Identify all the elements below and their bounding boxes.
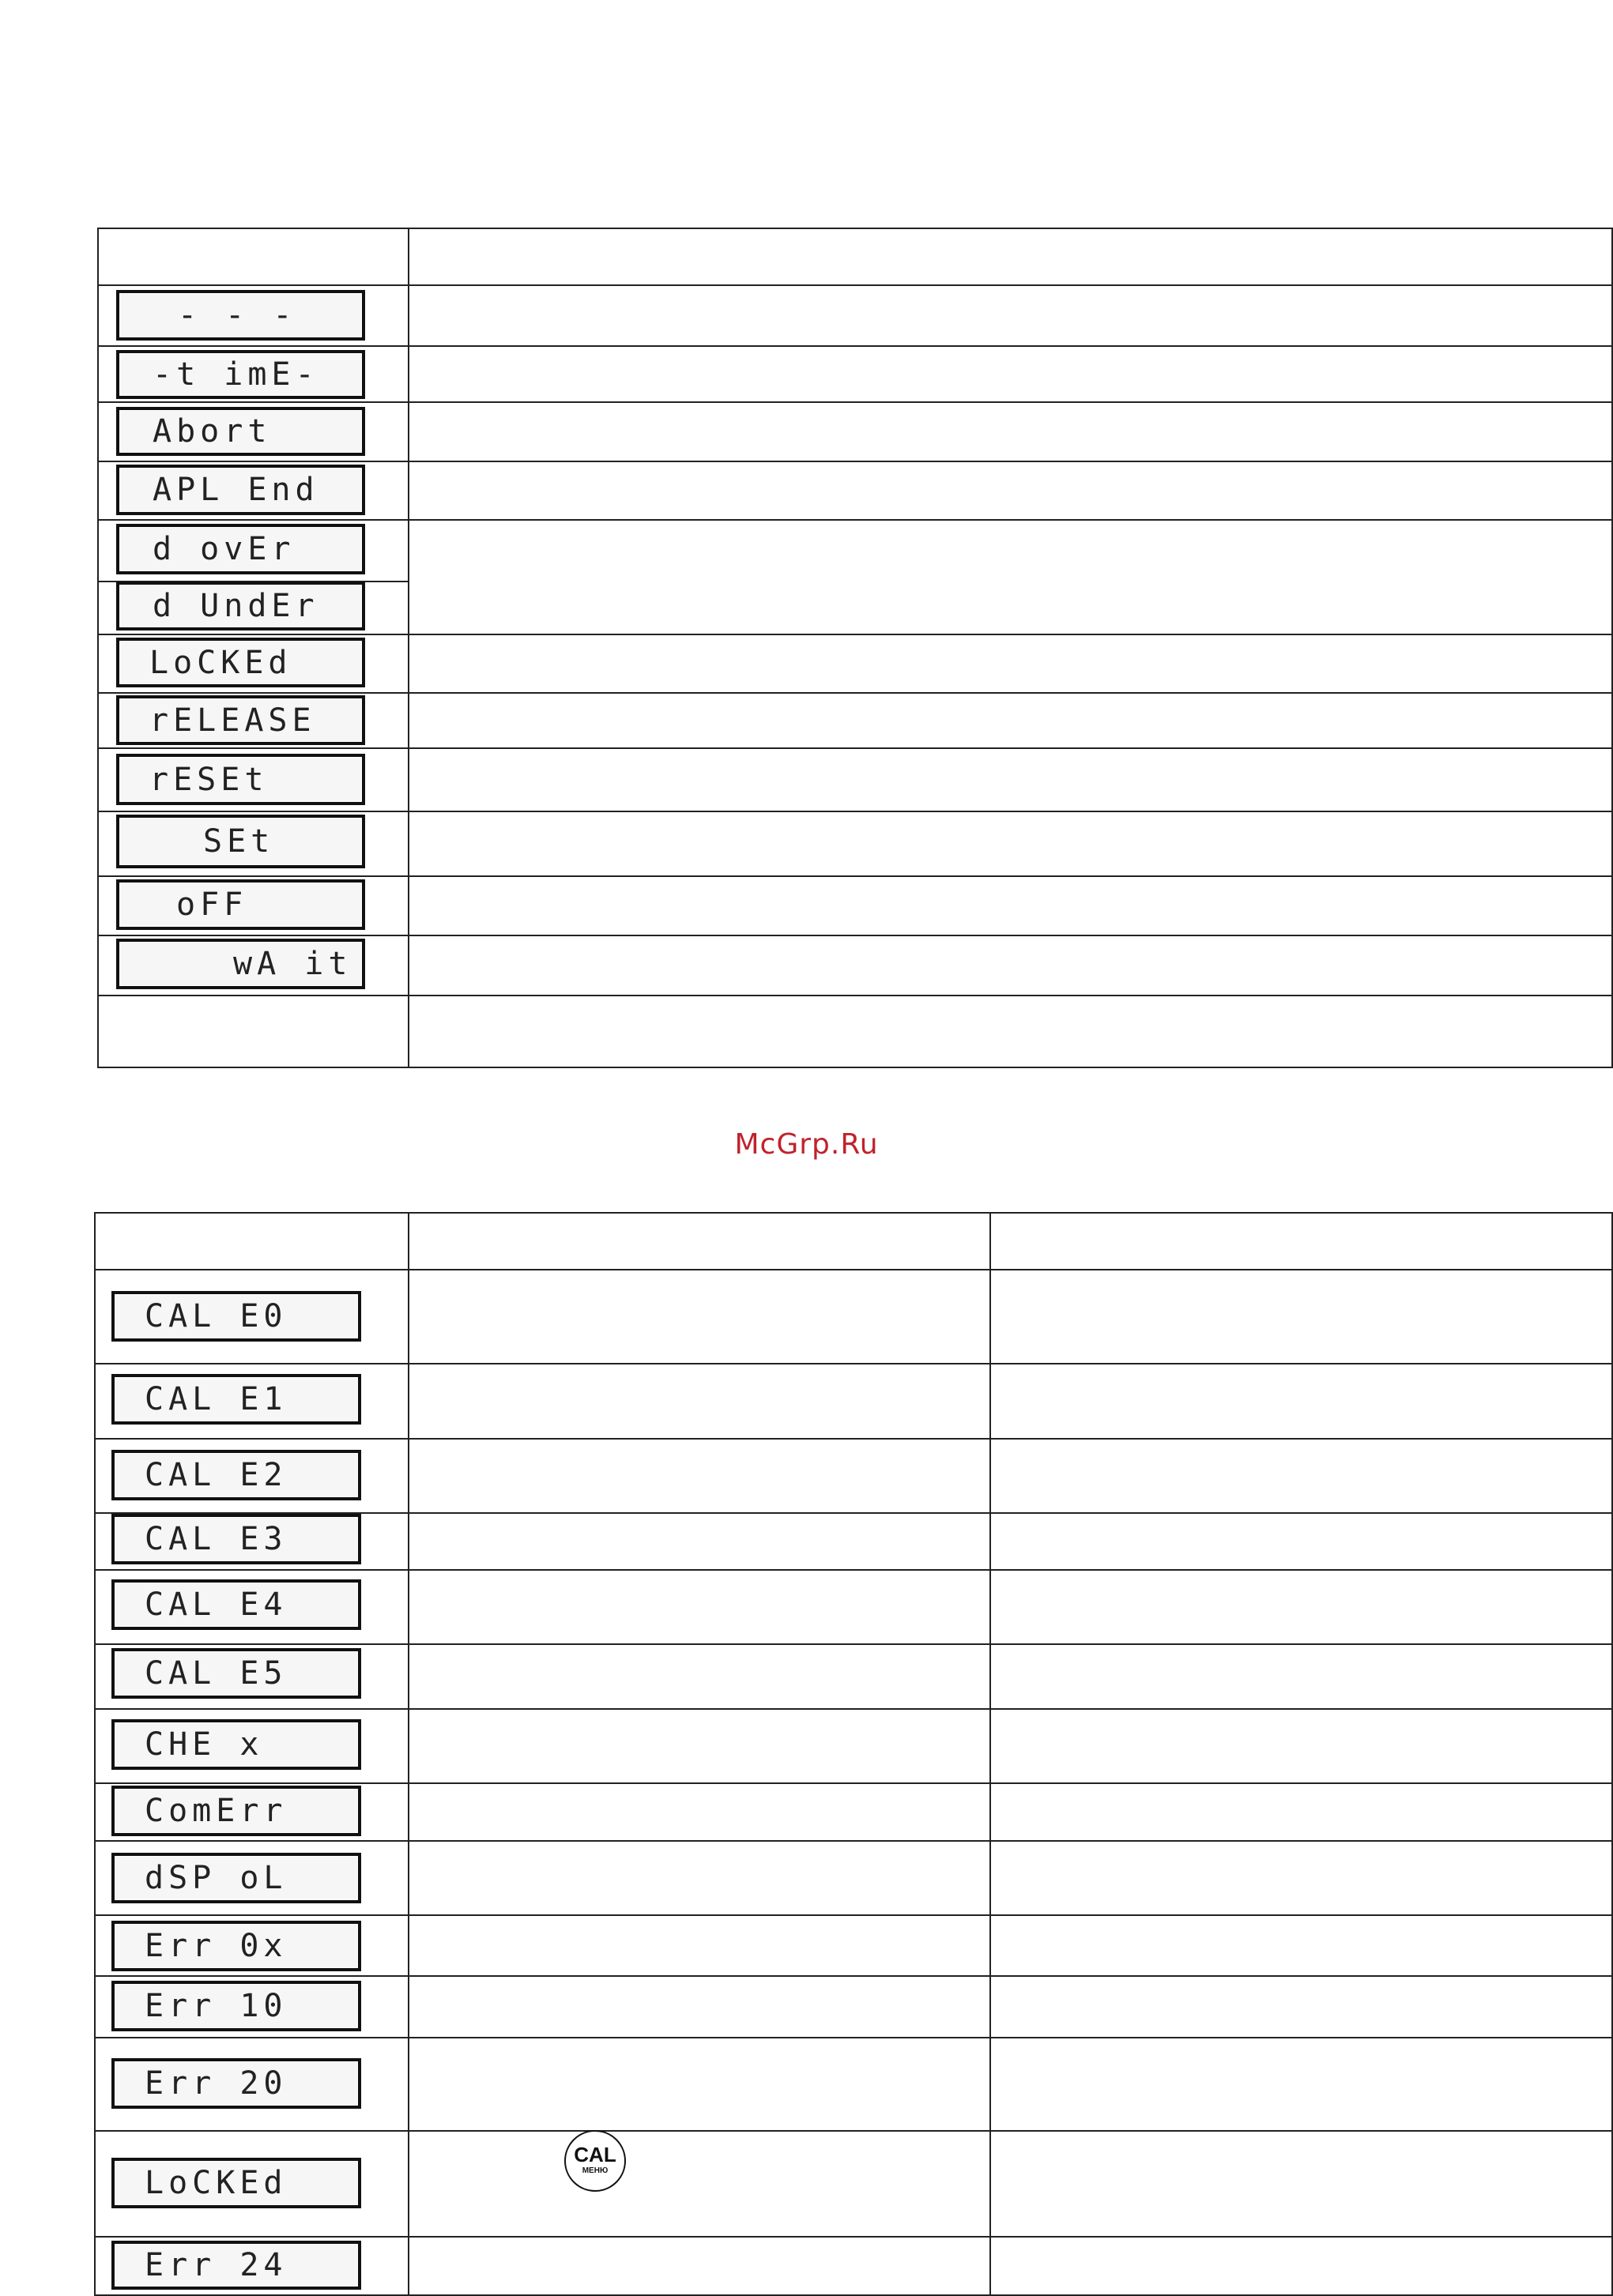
lcd-display-err-0x: Err 0x (111, 1921, 361, 1971)
lcd-display-apl-end: APL End (116, 465, 365, 515)
row-divider (96, 1569, 1611, 1571)
cal-key-label: CAL (574, 2143, 616, 2166)
lcd-display-cal-e1: CAL E1 (111, 1374, 361, 1425)
watermark: McGrp.Ru (734, 1128, 879, 1161)
lcd-display-release: rELEASE (116, 695, 365, 745)
lcd-display-cal-e5: CAL E5 (111, 1648, 361, 1699)
lcd-display-cal-e4: CAL E4 (111, 1579, 361, 1630)
row-divider (99, 935, 1611, 936)
lcd-display-dsp-ol: dSP oL (111, 1853, 361, 1903)
column-divider (408, 229, 409, 1067)
lcd-display-locked-2: LoCKEd (111, 2158, 361, 2208)
row-divider (99, 634, 1611, 635)
row-divider (96, 1840, 1611, 1842)
row-divider (96, 2130, 1611, 2132)
row-divider (99, 345, 1611, 347)
row-divider (96, 1363, 1611, 1364)
row-divider (99, 811, 1611, 812)
lcd-display-comerr: ComErr (111, 1786, 361, 1836)
row-divider (99, 284, 1611, 286)
row-divider (96, 2037, 1611, 2038)
lcd-display-set: SEt (116, 815, 365, 868)
row-divider (96, 1782, 1611, 1784)
lcd-display-che-x: CHE x (111, 1719, 361, 1770)
row-divider (96, 1643, 1611, 1645)
lcd-display-locked: LoCKEd (116, 638, 365, 687)
lcd-display-cal-e2: CAL E2 (111, 1450, 361, 1500)
lcd-display-dashes: - - - (116, 290, 365, 341)
row-divider (99, 692, 1611, 694)
lcd-display-d-under: d UndEr (116, 582, 365, 630)
lcd-display-off: oFF (116, 879, 365, 930)
cal-menu-key-icon (564, 2130, 626, 2192)
lcd-display-cal-e0: CAL E0 (111, 1291, 361, 1342)
lcd-display-err-20: Err 20 (111, 2058, 361, 2109)
row-divider (99, 747, 1611, 749)
row-divider (99, 401, 1611, 403)
lcd-display-time: -t imE- (116, 350, 365, 399)
lcd-display-cal-e3: CAL E3 (111, 1514, 361, 1564)
row-divider (96, 1708, 1611, 1710)
row-divider (96, 1975, 1611, 1977)
row-divider (96, 1914, 1611, 1916)
lcd-display-reset: rESEt (116, 754, 365, 805)
row-divider (99, 519, 1611, 521)
row-divider (96, 1269, 1611, 1270)
lcd-display-d-over: d ovEr (116, 524, 365, 574)
cal-key-sublabel: МЕНЮ (582, 2166, 609, 2175)
column-divider (408, 1214, 409, 2294)
lcd-display-wait: wA it (116, 939, 365, 989)
row-divider (99, 995, 1611, 996)
lcd-display-err-10: Err 10 (111, 1981, 361, 2031)
column-divider (989, 1214, 991, 2294)
lcd-display-err-24: Err 24 (111, 2241, 361, 2290)
lcd-display-abort: Abort (116, 407, 365, 456)
row-divider (99, 875, 1611, 877)
row-divider (96, 1438, 1611, 1440)
row-divider (99, 461, 1611, 462)
row-divider (96, 2236, 1611, 2238)
